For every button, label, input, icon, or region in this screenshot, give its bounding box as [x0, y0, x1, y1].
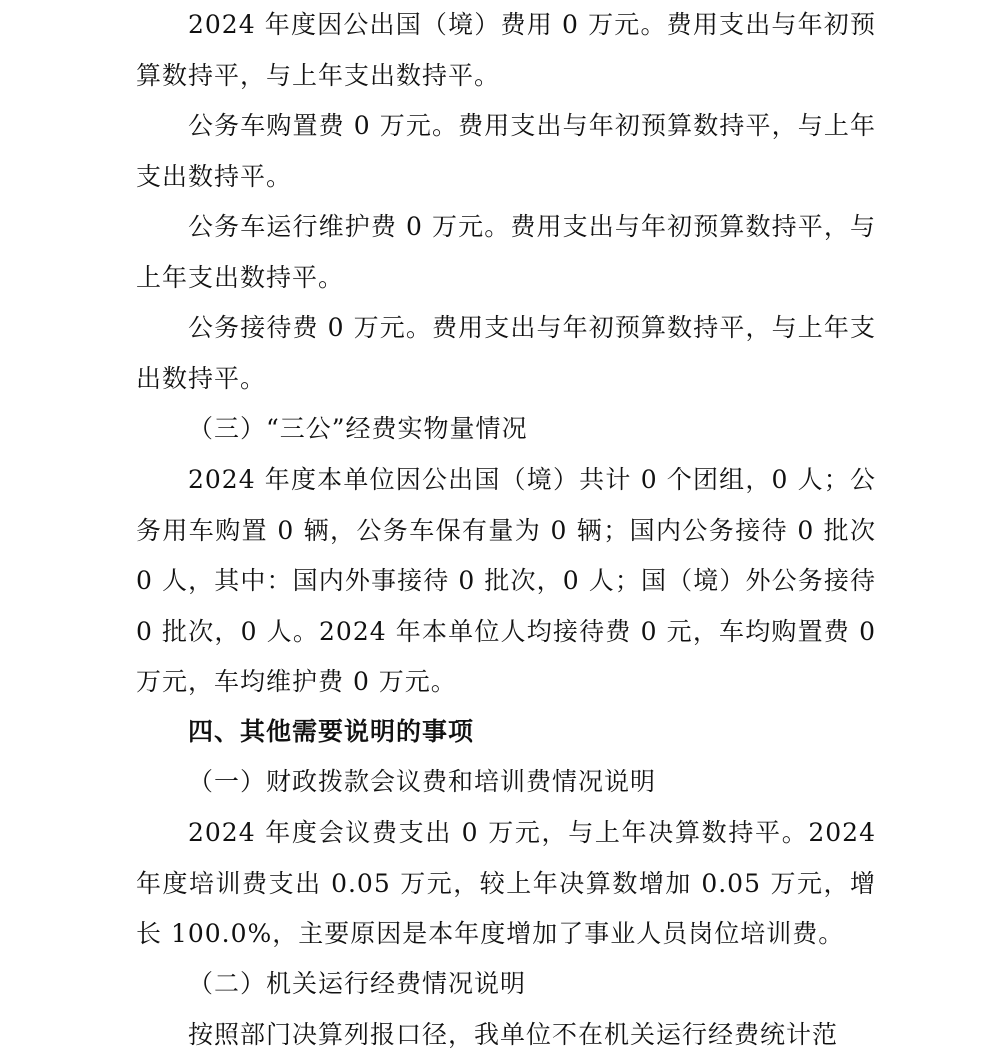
paragraph-outbound-travel-cost: 2024 年度因公出国（境）费用 0 万元。费用支出与年初预算数持平，与上年支出数持平。 — [136, 10, 876, 90]
subheading-three-public-quantity: （三）“三公”经费实物量情况 — [188, 414, 528, 443]
paragraph-quantity-details: 2024 年度本单位因公出国（境）共计 0 个团组，0 人；公务用车购置 0 辆，公务车保有量为 0 辆；国内公务接待 0 批次 0 人，其中：国内外事接待 0 批次，0 人；国（境）外公务接待 0 批次，0 人。2024 年本单位人均接待费 0 元，车均购置费 0 万元，车均维护费 0 万元。 — [136, 465, 876, 696]
paragraph-vehicle-purchase-cost: 公务车购置费 0 万元。费用支出与年初预算数持平，与上年支出数持平。 — [136, 111, 876, 191]
section-heading-other-matters: 四、其他需要说明的事项 — [188, 717, 475, 746]
paragraph-operating-expenses-details: 按照部门决算列报口径，我单位不在机关运行经费统计范 — [188, 1020, 839, 1049]
paragraph-vehicle-maintenance-cost: 公务车运行维护费 0 万元。费用支出与年初预算数持平，与上年支出数持平。 — [136, 212, 876, 292]
subheading-meeting-training: （一）财政拨款会议费和培训费情况说明 — [188, 767, 657, 796]
paragraph-reception-cost: 公务接待费 0 万元。费用支出与年初预算数持平，与上年支出数持平。 — [136, 313, 876, 393]
paragraph-meeting-training-details: 2024 年度会议费支出 0 万元，与上年决算数持平。2024 年度培训费支出 0.05 万元，较上年决算数增加 0.05 万元，增长 100.0%，主要原因是本年度增加了事业人员岗位培训费。 — [136, 818, 876, 948]
subheading-operating-expenses: （二）机关运行经费情况说明 — [188, 969, 527, 998]
